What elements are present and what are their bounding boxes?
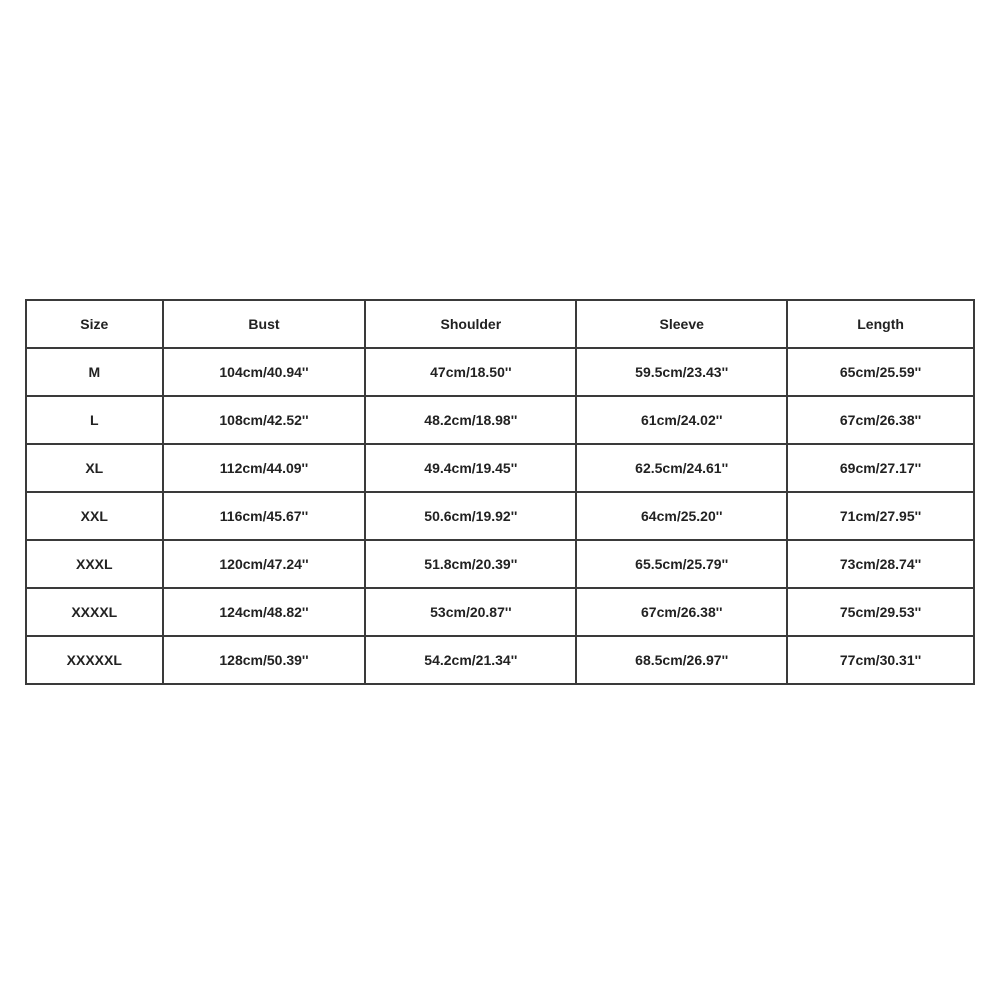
cell-size: XL (26, 444, 163, 492)
table-row (26, 444, 974, 492)
cell-sleeve: 68.5cm/26.97'' (576, 636, 787, 684)
cell-bust: 116cm/45.67'' (163, 492, 366, 540)
header-bust: Bust (163, 300, 366, 348)
cell-shoulder: 54.2cm/21.34'' (365, 636, 576, 684)
cell-bust: 108cm/42.52'' (163, 396, 366, 444)
cell-shoulder: 49.4cm/19.45'' (365, 444, 576, 492)
cell-shoulder: 48.2cm/18.98'' (365, 396, 576, 444)
cell-shoulder: 50.6cm/19.92'' (365, 492, 576, 540)
cell-length: 77cm/30.31'' (787, 636, 974, 684)
cell-shoulder: 51.8cm/20.39'' (365, 540, 576, 588)
cell-size: XXL (26, 492, 163, 540)
cell-bust: 120cm/47.24'' (163, 540, 366, 588)
cell-length: 75cm/29.53'' (787, 588, 974, 636)
table-header-row (26, 300, 974, 348)
table-row (26, 396, 974, 444)
cell-length: 65cm/25.59'' (787, 348, 974, 396)
table-row (26, 588, 974, 636)
cell-sleeve: 65.5cm/25.79'' (576, 540, 787, 588)
cell-bust: 104cm/40.94'' (163, 348, 366, 396)
cell-bust: 112cm/44.09'' (163, 444, 366, 492)
cell-sleeve: 61cm/24.02'' (576, 396, 787, 444)
header-size: Size (26, 300, 163, 348)
cell-size: XXXXL (26, 588, 163, 636)
table-row (26, 636, 974, 684)
table-row (26, 540, 974, 588)
table-row (26, 492, 974, 540)
cell-bust: 124cm/48.82'' (163, 588, 366, 636)
cell-sleeve: 59.5cm/23.43'' (576, 348, 787, 396)
cell-length: 71cm/27.95'' (787, 492, 974, 540)
cell-size: L (26, 396, 163, 444)
header-sleeve: Sleeve (576, 300, 787, 348)
cell-size: XXXL (26, 540, 163, 588)
cell-sleeve: 62.5cm/24.61'' (576, 444, 787, 492)
cell-size: M (26, 348, 163, 396)
size-chart-table (25, 299, 975, 685)
header-shoulder: Shoulder (365, 300, 576, 348)
cell-shoulder: 53cm/20.87'' (365, 588, 576, 636)
cell-shoulder: 47cm/18.50'' (365, 348, 576, 396)
cell-sleeve: 67cm/26.38'' (576, 588, 787, 636)
table-row (26, 348, 974, 396)
cell-length: 73cm/28.74'' (787, 540, 974, 588)
cell-sleeve: 64cm/25.20'' (576, 492, 787, 540)
cell-length: 69cm/27.17'' (787, 444, 974, 492)
cell-size: XXXXXL (26, 636, 163, 684)
cell-bust: 128cm/50.39'' (163, 636, 366, 684)
cell-length: 67cm/26.38'' (787, 396, 974, 444)
header-length: Length (787, 300, 974, 348)
